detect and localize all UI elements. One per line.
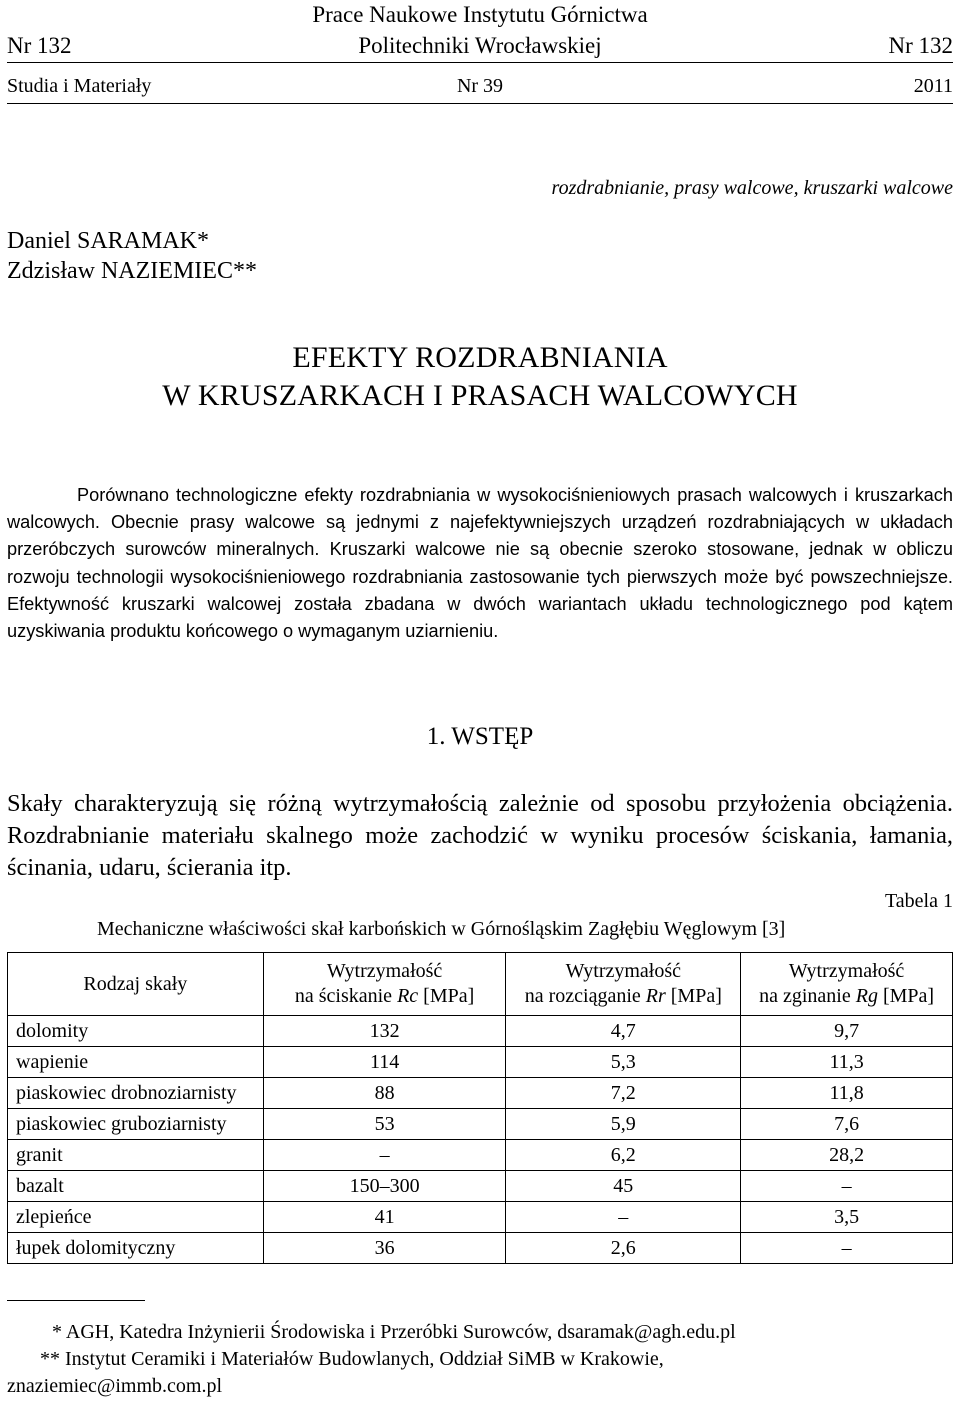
rock-name: piaskowiec gruboziarnisty xyxy=(8,1109,264,1140)
author-2: Zdzisław NAZIEMIEC** xyxy=(7,258,257,284)
header-number-right: Nr 132 xyxy=(888,33,953,58)
tensile-value: 5,3 xyxy=(506,1047,741,1078)
footnote-1: * AGH, Katedra Inżynierii Środowiska i Przeróbki Surowców, dsaramak@agh.edu.pl xyxy=(52,1321,736,1343)
header-flexural-strength: Wytrzymałość na zginanie Rg [MPa] xyxy=(741,953,953,1016)
journal-title-line2: Politechniki Wrocławskiej xyxy=(358,33,602,58)
table-row xyxy=(8,1140,953,1171)
compressive-value: 53 xyxy=(263,1109,506,1140)
table-row xyxy=(8,1202,953,1233)
rock-name: piaskowiec drobnoziarnisty xyxy=(8,1078,264,1109)
table-row xyxy=(8,1233,953,1264)
table-row xyxy=(8,1109,953,1140)
tensile-value: 7,2 xyxy=(506,1078,741,1109)
issue-number: Nr 39 xyxy=(456,75,504,97)
compressive-value: – xyxy=(263,1140,506,1171)
compressive-value: 41 xyxy=(263,1202,506,1233)
tensile-value: 5,9 xyxy=(506,1109,741,1140)
article-title-line2: W KRUSZARKACH I PRASACH WALCOWYCH xyxy=(162,379,798,412)
body-paragraph: Skały charakteryzują się różną wytrzymałością zależnie od sposobu przyłożenia obciążenia. Rozdrabnianie materiału skalnego może zachodzić w wyniku procesów ściskania, łamania, ścinania, udaru, ścierania itp. xyxy=(7,790,953,881)
compressive-value: 114 xyxy=(263,1047,506,1078)
table-row xyxy=(8,1016,953,1047)
flexural-value: – xyxy=(741,1233,953,1264)
article-title-line1: EFEKTY ROZDRABNIANIA xyxy=(292,341,668,374)
flexural-value: 7,6 xyxy=(741,1109,953,1140)
flexural-value: 9,7 xyxy=(741,1016,953,1047)
rock-name: wapienie xyxy=(8,1047,264,1078)
header-number-left: Nr 132 xyxy=(7,33,72,58)
rock-properties-table xyxy=(7,952,953,1264)
rock-name: bazalt xyxy=(8,1171,264,1202)
tensile-value: 6,2 xyxy=(506,1140,741,1171)
rock-name: granit xyxy=(8,1140,264,1171)
table-caption: Mechaniczne właściwości skał karbońskich w Górnośląskim Zagłębiu Węglowym [3] xyxy=(97,918,786,940)
table-header-row xyxy=(8,953,953,1016)
header-compressive-strength: Wytrzymałość na ściskanie Rc [MPa] xyxy=(263,953,506,1016)
compressive-value: 132 xyxy=(263,1016,506,1047)
tensile-value: 2,6 xyxy=(506,1233,741,1264)
series-name: Studia i Materiały xyxy=(7,75,152,97)
footnote-2: ** Instytut Ceramiki i Materiałów Budowlanych, Oddział SiMB w Krakowie, xyxy=(40,1348,664,1370)
author-1: Daniel SARAMAK* xyxy=(7,228,209,254)
header-rock-type: Rodzaj skały xyxy=(8,953,264,1016)
rock-name: łupek dolomityczny xyxy=(8,1233,264,1264)
flexural-value: 28,2 xyxy=(741,1140,953,1171)
section-heading: 1. WSTĘP xyxy=(426,723,534,750)
year: 2011 xyxy=(913,75,953,97)
table-row xyxy=(8,1047,953,1078)
table-row xyxy=(8,1171,953,1202)
header-rule xyxy=(7,62,953,63)
footnote-2-continued: znaziemiec@immb.com.pl xyxy=(7,1375,223,1397)
table-row xyxy=(8,1078,953,1109)
flexural-value: 3,5 xyxy=(741,1202,953,1233)
flexural-value: 11,8 xyxy=(741,1078,953,1109)
compressive-value: 88 xyxy=(263,1078,506,1109)
compressive-value: 36 xyxy=(263,1233,506,1264)
tensile-value: 4,7 xyxy=(506,1016,741,1047)
abstract: Porównano technologiczne efekty rozdrabniania w wysokociśnieniowych prasach walcowych i kruszarkach walcowych. Obecnie prasy walcowe są jednymi z najefektywniejszych urządzeń rozdrabniających w układach przeróbczych surowców mineralnych. Kruszarki walcowe nie są obecnie szeroko stosowane, jednak w obliczu rozwoju technologii wysokociśnieniowego rozdrabniania zastosowanie tych pierwszych może być powszechniejsze. Efektywność kruszarki walcowej została zbadana w dwóch wariantach układu technologicznego pod kątem uzyskiwania produktu końcowego o wymaganym uziarnieniu. xyxy=(7,485,953,642)
header-tensile-strength: Wytrzymałość na rozciąganie Rr [MPa] xyxy=(506,953,741,1016)
flexural-value: – xyxy=(741,1171,953,1202)
header-rule-bottom xyxy=(7,103,953,104)
tensile-value: 45 xyxy=(506,1171,741,1202)
footnote-rule xyxy=(7,1300,145,1301)
table-label: Tabela 1 xyxy=(884,890,953,912)
compressive-value: 150–300 xyxy=(263,1171,506,1202)
rock-name: zlepieńce xyxy=(8,1202,264,1233)
keywords: rozdrabnianie, prasy walcowe, kruszarki walcowe xyxy=(551,177,953,199)
tensile-value: – xyxy=(506,1202,741,1233)
rock-name: dolomity xyxy=(8,1016,264,1047)
flexural-value: 11,3 xyxy=(741,1047,953,1078)
journal-title-line1: Prace Naukowe Instytutu Górnictwa xyxy=(312,2,648,27)
